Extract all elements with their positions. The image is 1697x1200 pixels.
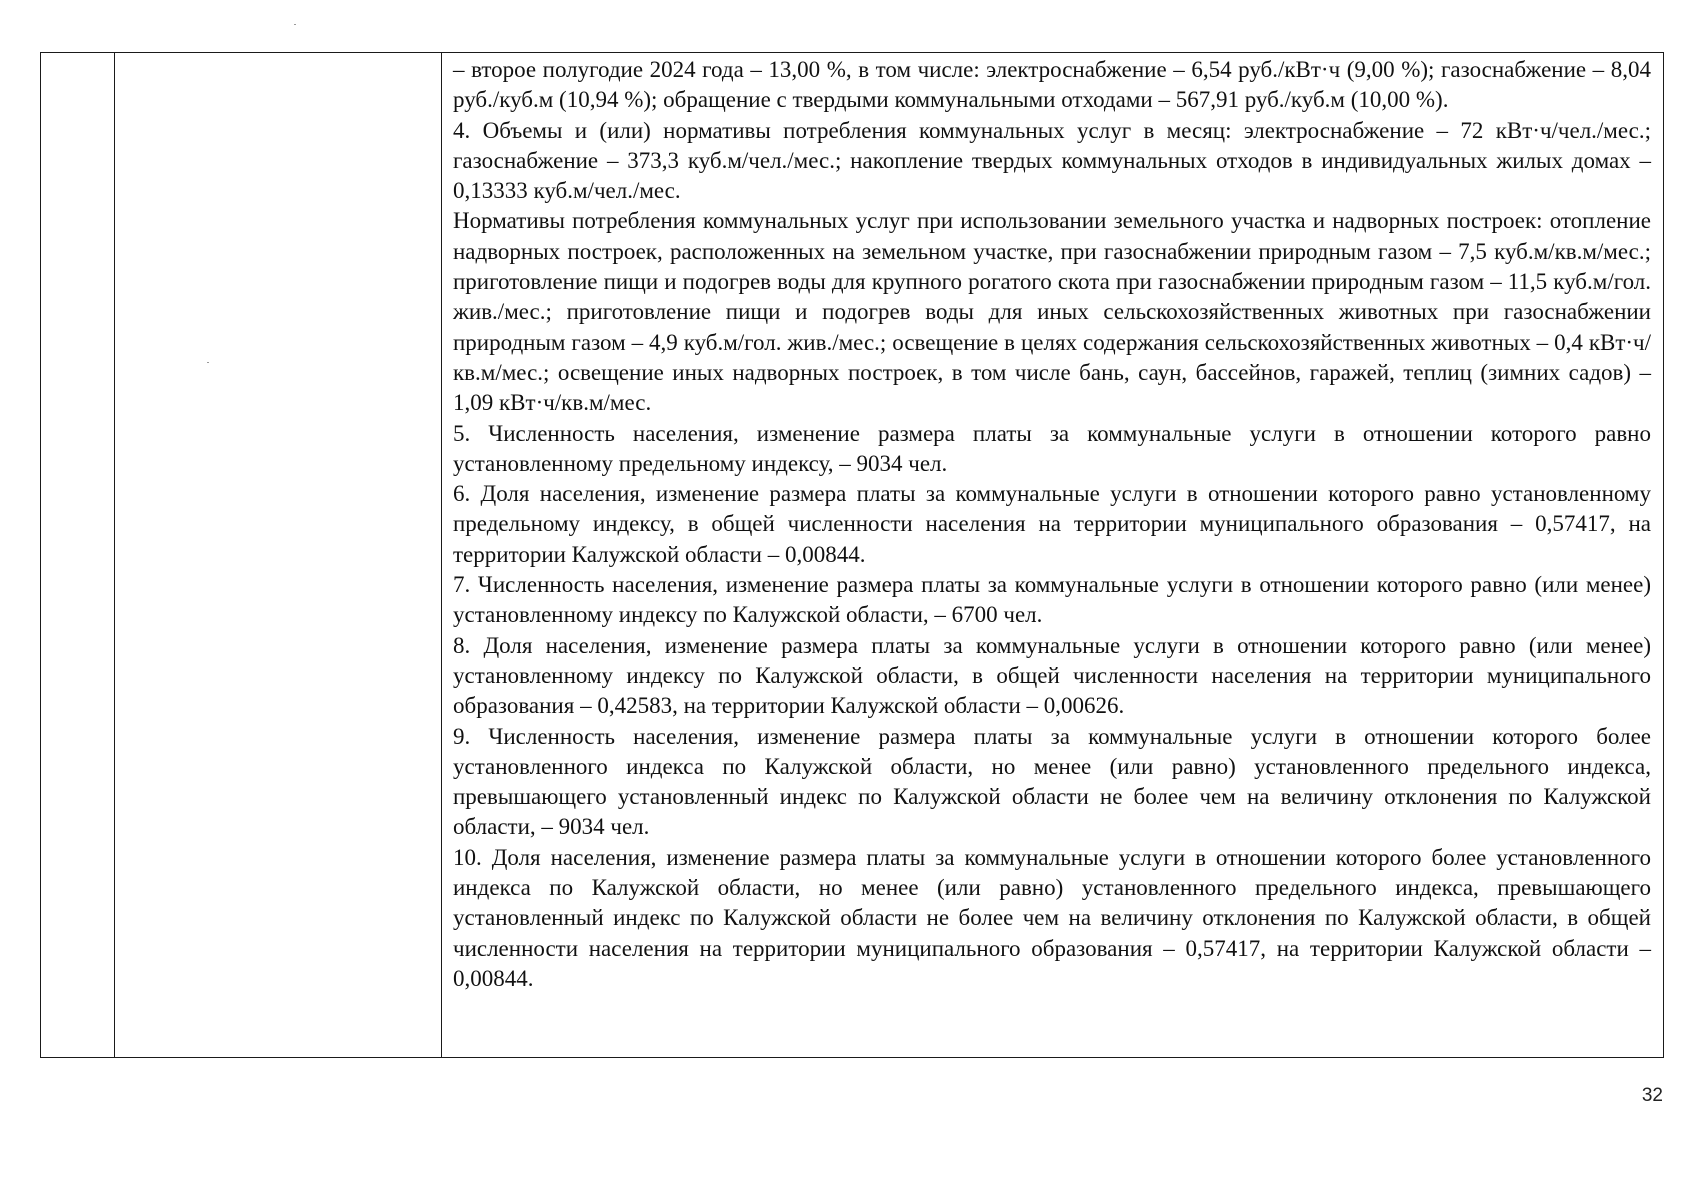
table-cell-number [41,53,115,1058]
paragraph-item-4-consumption-norms: 4. Объемы и (или) нормативы потребления коммунальных услуг в месяц: электроснабжение – 72 кВт·ч/чел./мес.; газоснабжение – 373,3 куб.м/чел./мес.; накопление твердых коммунальных отходов в индивидуальных жилых домах – 0,13333 куб.м/чел./мес. [453,117,1651,204]
paragraph-item-10: 10. Доля населения, изменение размера платы за коммунальные услуги в отношении которого более установленного индекса по Калужской области, но менее (или равно) установленного предельного индекса, превышающего установленный индекс по Калужской области не более чем на величину отклонения по Калужской области, в общей численности населения на территории муниципального образования – 0,57417, на территории Калужской области – 0,00844. [453,844,1651,991]
table-cell-name [115,53,442,1058]
paragraph-item-6: 6. Доля населения, изменение размера платы за коммунальные услуги в отношении которого равно установленному предельному индексу, в общей численности населения на территории муниципального образования – 0,57417, на территории Калужской области – 0,00844. [453,481,1651,567]
table-cell-content [442,53,1664,1058]
paragraph-item-8: 8. Доля населения, изменение размера платы за коммунальные услуги в отношении которого равно (или менее) установленному индексу по Калужской области, в общей численности населения на территории муниципального образования – 0,42583, на территории Калужской области – 0,00626. [453,632,1651,719]
paragraph-land-plot-norms: Нормативы потребления коммунальных услуг при использовании земельного участка и надворных построек: отопление надворных построек, расположенных на земельном участке, при газоснабжении природным газом – 7,5 куб.м/кв.м/мес.; приготовление пищи и подогрев воды для крупного рогатого скота при газоснабжении природным газом – 11,5 куб.м/гол. жив./мес.; приготовление пищи и подогрев воды для иных сельскохозяйственных животных при газоснабжении природным газом – 4,9 куб.м/гол. жив./мес.; освещение в целях содержания сельскохозяйственных животных – 0,4 кВт·ч/кв.м/мес.; освещение иных надворных построек, в том числе бань, саун, бассейнов, гаражей, теплиц (зимних садов) – 1,09 кВт·ч/кв.м/мес. [453,208,1651,416]
table-row [41,53,1664,1058]
paragraph-tariff-second-half-2024: – второе полугодие 2024 года – 13,00 %, в том числе: электроснабжение – 6,54 руб./кВт·ч (9,00 %); газоснабжение – 8,04 руб./куб.м (10,94 %); обращение с твердыми коммунальными отходами – 567,91 руб./куб.м (10,00 %). [453,57,1651,113]
scan-speck-top [294,24,296,25]
page-number: 32 [1641,1085,1663,1106]
paragraph-item-5: 5. Численность населения, изменение размера платы за коммунальные услуги в отношении которого равно установленному предельному индексу, – 9034 чел. [453,420,1651,476]
document-table [40,52,1664,1058]
paragraph-item-9: 9. Численность населения, изменение размера платы за коммунальные услуги в отношении которого более установленного индекса по Калужской области, но менее (или равно) установленного предельного индекса, превышающего установленный индекс по Калужской области не более чем на величину отклонения по Калужской области, – 9034 чел. [453,723,1651,840]
paragraph-item-7: 7. Численность населения, изменение размера платы за коммунальные услуги в отношении которого равно (или менее) установленному индексу по Калужской области, – 6700 чел. [453,572,1651,628]
